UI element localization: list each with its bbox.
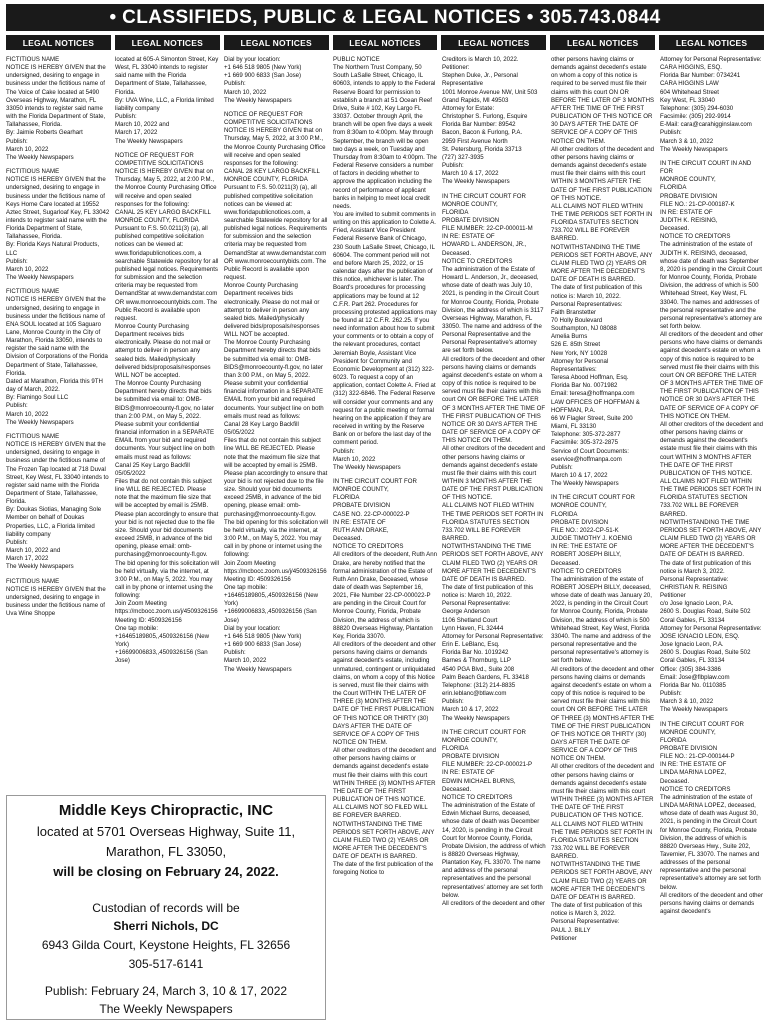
- legal-notice: NOTICE OF REQUEST FOR COMPETITIVE SOLICITATIONS NOTICE IS HEREBY GIVEN that on Thursday, May 5, 2022, at 3:00 P.M., the Monroe County Purchasing Office will receive and open sealed responses for the following: CANAL 28 KEY LARGO BACKFILL MONROE COUNTY, FLORIDA Pursuant to F.S. 50.0211(3) (a), all published competitive solicitation notices can be viewed at: www.floridapublicnotices.com, a searchable Statewide repository for all published legal notices. Requirements for submission and the selection criteria may be requested from DemandStar at www.demandstar.com OR www.monroecountybids.com. The Public Record is available upon request. Monroe County Purchasing Department receives bids electronically. Please do not mail or attempt to deliver in person any sealed bids. Mailed/physically delivered bids/proposals/responses WILL NOT be accepted. The Monroe County Purchasing Department hereby directs that bids be submitted via email to: OMB-BIDS@monroecounty-fl.gov, no later than 3:00 P.M., on May 5, 2022. Please submit your confidential financial information in a SEPARATE EMAIL from your bid and required documents. Your subject line on both emails must read as follows: Canal 28 Key Largo Backfill 05/05/2022 Files that do not contain this subject line WILL BE REJECTED. Please note that the maximum file size that will be accepted by email is 25MB. Please plan accordingly to ensure that your bid is not rejected due to the file size. Should your bid documents exceed 25MB, in advance of the bid opening, please email: omb-purchasing@monroecounty-fl.gov. The bid opening for this solicitation will be held virtually, via the internet, at 3:00 P.M., on May 5, 2022. You may call in by phone or internet using the following: Join Zoom Meeting https://mcbocc.zoom.us/j/4509326156 Meeting ID: 4509326156 One tap mobile: +16465189805,,4509326156 (New York) +16699006833,,4509326156 (San Jose) Dial by your location: +1 646 518 9805 (New York) +1 669 900 6833 (San Jose) Publish: March 10, 2022 The Weekly Newspapers: [224, 110, 328, 673]
- ad-address-line: located at 5701 Overseas Highway, Suite 11,: [36, 824, 296, 839]
- notice-column-4: [333, 56, 437, 1020]
- legal-notice: FICTITIOUS NAME NOTICE IS HEREBY GIVEN that the undersigned, desiring to engage in business under the fictitious name of Uva Wine Shoppe: [6, 577, 106, 618]
- notice-column-3: [224, 56, 328, 784]
- legal-notice: FICTITIOUS NAME NOTICE IS HEREBY GIVEN that the undersigned, desiring to engage in business under the fictitious name of The Frozen Tap located at 718 Duval Street, Key West, FL 33040 intends to register said name with the Florida Department of State, Tallahassee, Florida. By: Doukas Siotias, Managing Sole Member on behalf of Doukas Properties, LLC, a Florida limited liability company Publish: March 10, 2022 and March 17, 2022 The Weekly Newspapers: [6, 432, 109, 571]
- ad-title: Middle Keys Chiropractic, INC: [58, 802, 274, 819]
- legal-notice: PUBLIC NOTICE The Northern Trust Company, 50 South LaSalle Street, Chicago, IL 60603, intends to apply to the Federal Reserve Board for permission to establish a branch at 51 Ocean Reef Drive, Suite # 102, Key Largo FL 33037. October through April, the branch will be open five days a week from 8:30am to 4:00pm. May through September, the branch will be open two days a week, on Tuesday and Thursday from 8:30am to 4:00pm. The Federal Reserve considers a number of factors in deciding whether to approve the application including the record of performance of applicant banks in helping to meet local credit needs. You are invited to submit comments in writing on this application to Colette A. Fried, Assistant Vice President Federal Reserve Bank of Chicago, 230 South LaSalle Street, Chicago, IL 60604. The comment period will not end before March 25, 2022, or 15 calendar days after the publication of this notice, whichever is later. The Board's procedures for processing applications may be found at 12 C.F.R. Part 262. Procedures for processing protested applications may be found at 12 C.F.R. 262.25. If you need information about how to submit your comments or to obtain a copy of the relevant procedures, contact Jeremiah Boyle, Assistant Vice President for Community and Economic Development at (312) 322-6023. To request a copy of an application, contact Colette A. Fried at (312) 322-6846. The Federal Reserve will consider your comments and any request for a public meeting or formal hearing on the application if they are received in writing by the Reserve Bank on or before the last day of the comment period. Publish: March 10, 2022 The Weekly Newspapers: [333, 56, 437, 471]
- notice-column-1: [6, 56, 110, 784]
- legal-notice: FICTITIOUS NAME NOTICE IS HEREBY GIVEN that the undersigned, desiring to engage in business under the fictitious name of ENA SOUL located at 105 Saguaro Lane, Monroe County in the City of Marathon, Florida 33050, intends to register the said name with the Division of Corporations of the Florida Department of State, Tallahassee, Florida. Dated at Marathon, Florida this 9TH day of March, 2022. By: Flamingo Soul LLC Publish: March 10, 2022 The Weekly Newspapers: [6, 288, 108, 426]
- legal-notice: NOTICE OF REQUEST FOR COMPETITIVE SOLICITATIONS NOTICE IS HEREBY GIVEN that on Thursday, May 5, 2022, at 2:00 P.M., the Monroe County Purchasing Office will receive and open sealed responses for the following: CANAL 25 KEY LARGO BACKFILL MONROE COUNTY, FLORIDA Pursuant to F.S. 50.0211(3) (a), all published competitive solicitation notices can be viewed at: www.floridapublicnotices.com, a searchable Statewide repository for all published legal notices. Requirements for submission and the selection criteria may be requested from DemandStar at www.demandstar.com OR www.monroecountybids.com. The Public Record is available upon request. Monroe County Purchasing Department receives bids electronically. Please do not mail or attempt to deliver in person any sealed bids. Mailed/physically delivered bids/proposals/responses WILL NOT be accepted. The Monroe County Purchasing Department hereby directs that bids be submitted via email to: OMB-BIDS@monroecounty-fl.gov, no later than 2:00 P.M., on May 5, 2022. Please submit your confidential financial information in a SEPARATE EMAIL from your bid and required documents. Your subject line on both emails must read as follows: Canal 25 Key Largo Backfill 05/05/2022 Files that do not contain this subject line WILL BE REJECTED. Please note that the maximum file size that will be accepted by email is 25MB. Please plan accordingly to ensure that your bid is not rejected due to the file size. Should your bid documents exceed 25MB, in advance of the bid opening, please email: omb-purchasing@monroecounty-fl.gov. The bid opening for this solicitation will be held virtually, via the internet, at 3:00 P.M., on May 5, 2022. You may call in by phone or internet using the following: Join Zoom Meeting https://mcbocc.zoom.us/j/4509326156 Meeting ID: 4509326156 One tap mobile: +16465189805,,4509326156 (New York) +16699006833,,4509326156 (San Jose): [115, 151, 219, 665]
- notice-column-7: [660, 56, 764, 1020]
- section-tab: LEGAL NOTICES: [659, 35, 764, 50]
- section-tab: LEGAL NOTICES: [224, 35, 329, 50]
- ad-custodian-address: 6943 Gilda Court, Keystone Heights, FL 32656: [41, 937, 291, 952]
- section-tab: LEGAL NOTICES: [441, 35, 546, 50]
- section-tab: LEGAL NOTICES: [333, 35, 438, 50]
- ad-custodian-name: Sherri Nichols, DC: [113, 919, 219, 934]
- notice-column-2: [115, 56, 219, 784]
- legal-notice: IN THE CIRCUIT COURT FOR MONROE COUNTY, FLORIDA PROBATE DIVISION FILE NO.: 21-CP-000144-P IN RE: THE ESTATE OF LINDA MARINA LOPEZ, Deceased. NOTICE TO CREDITORS The administration of the estate of LINDA MARINA LOPEZ, deceased, whose date of death was August 30, 2021, is pending in the Circuit Court for Monroe County, Florida, Probate Division, the address of which is 88820 Overseas Hwy., Suite 202, Tavernier, FL 33070. The names and addresses of the personal representative and the personal representative's attorney are set forth below. All creditors of the decedent and other persons having claims or demands against decedent's: [660, 720, 763, 916]
- ad-closing-date: will be closing on February 24, 2022.: [53, 864, 279, 880]
- ad-city-line: Marathon, FL 33050,: [105, 844, 227, 860]
- section-tab: LEGAL NOTICES: [550, 35, 655, 50]
- legal-notice: IN THE CIRCUIT COURT IN AND FOR MONROE COUNTY, FLORIDA PROBATE DIVISION FILE NO.: 21-CP-000187-K IN RE: ESTATE OF JUDITH K. REISING, Deceased. NOTICE TO CREDITORS The administration of the estate of JUDITH K. REISING, deceased, whose date of death was September 8, 2020 is pending in the Circuit Court for Monroe County, Florida, Probate Division, the address of which is 500 Whitehead Street, Key West, FL 33040. The names and addresses of the personal representative and the personal representative's attorney are set forth below. All creditors of the decedent and other persons who have claims or demands against decedent's estate on whom a copy of this notice is required to be served must file their claims with this court ON OR BEFORE THE LATER OF 3 MONTHS AFTER THE TIME OF THE FIRST PUBLICATION OF THIS NOTICE OR 30 DAYS AFTER THE DATE OF SERVICE OF A COPY OF THIS NOTICE ON THEM. All other creditors of the decedent and other persons having claims or demands against the decedent's estate must file their claims with this court WITHIN 3 MONTHS AFTER THE DATE OF THE FIRST PUBLICATION OF THIS NOTICE. ALL CLAIMS NOT FILED WITHIN THE TIME PERIODS SET FORTH IN FLORIDA STATUTES SECTION 733.702 WILL BE FOREVER BARRED. NOTWITHSTANDING THE TIME PERIODS SET FORTH ABOVE, ANY CLAIM FILED TWO (2) YEARS OR MORE AFTER THE DECEDENT'S DATE OF DEATH IS BARRED. The date of first publication of this notice is March 3, 2022. Personal Representative: CHRISTIAN R. REISING Petitioner c/o Jose Ignacio Leon, P.A. 2600 S. Douglas Road, Suite 502 Coral Gables, FL 33134 Attorney for Personal Representative: JOSE IGNACIO LEON, ESQ. Jose Ignacio Leon, P.A. 2600 S. Douglas Road, Suite 502 Coral Gables, FL 33134 Office: (305) 384-3386 Email: Jose@flbplaw.com Florida Bar No. 0110385 Publish: March 3 & 10, 2022 The Weekly Newspapers: [660, 159, 764, 714]
- ad-newspaper: The Weekly Newspapers: [99, 1002, 233, 1017]
- notice-column-5: [442, 56, 546, 1020]
- legal-notice: IN THE CIRCUIT COURT FOR MONROE COUNTY, FLORIDA PROBATE DIVISION FILE NO.: 2022-CP-51-K JUDGE TIMOTHY J. KOENIG IN RE: THE ESTATE OF ROBERT JOSEPH BILLY, Deceased. NOTICE TO CREDITORS The administration of the estate of ROBERT JOSEPH BILLY, deceased, whose date of death was January 20, 2022, is pending in the Circuit Court for Monroe County, Florida, Probate Division, the address of which is 500 Whitehead Street, Key West, Florida 33040. The name and address of the personal representative and the personal representative's attorney is set forth below. All creditors of the decedent and other persons having claims or demands against decedent's estate on whom a copy of this notice is required to be served must file their claims with this court ON OR BEFORE THE LATER OF THREE (3) MONTHS AFTER THE TIME OF THE FIRST PUBLICATION OF THIS NOTICE OR THIRTY (30) DAYS AFTER THE DATE OF SERVICE OF A COPY OF THIS NOTICE ON THEM. All other creditors of the decedent and other persons having claims or demands against decedent's estate must file their claims with this court WITHIN THREE (3) MONTHS AFTER THE DATE OF THE FIRST PUBLICATION OF THIS NOTICE. ALL CLAIMS NOT FILED WITHIN THE TIME PERIODS SET FORTH IN FLORIDA STATUTES SECTION 733.702 WILL BE FOREVER BARRED. NOTWITHSTANDING THE TIME PERIODS SET FORTH ABOVE, ANY CLAIM FILED TWO (2) YEARS OR MORE AFTER THE DECEDENT'S DATE OF DEATH IS BARRED. The date of first publication of this notice is March 3, 2022. Personal Representative: PAUL J. BILLY Petitioner: [551, 494, 655, 942]
- legal-notice: IN THE CIRCUIT COURT FOR MONROE COUNTY, FLORIDA PROBATE DIVISION CASE NO. 22-CP-000022-P IN RE: ESTATE OF RUTH ANN DRAKE, Deceased. NOTICE TO CREDITORS All creditors of the decedent, Ruth Ann Drake, are hereby notified that the formal administration of the Estate of Ruth Ann Drake, Deceased, whose date of death was September 16, 2021, File Number 22-CP-000022-P are pending in the Circuit Court for Monroe County, Florida, Probate Division, the address of which is 88820 Overseas Highway, Plantation Key, Florida 33070. All creditors of the decedent and other persons having claims or demands against decedent's estate, including unmatured, contingent or unliquidated claims, on whom a copy of this Notice is served, must file their claims with the Court WITHIN THE LATER OF THREE (3) MONTHS AFTER THE DATE OF THE FIRST PUBLICATION OF THIS NOTICE OR THIRTY (30) DAYS AFTER THE DATE OF SERVICE OF A COPY OF THIS NOTICE ON THEM. All other creditors of the decedent and other persons having claims or demands against decedent's estate must file their claims with this court WITHIN THREE (3) MONTHS AFTER THE DATE OF THE FIRST PUBLICATION OF THIS NOTICE. ALL CLAIMS NOT SO FILED WILL BE FOREVER BARRED. NOTWITHSTANDING THE TIME PERIODS SET FORTH ABOVE, ANY CLAIM FILED TWO (2) YEARS OR MORE AFTER THE DECEDENT'S DATE OF DEATH IS BARRED. The date of the first publication of the foregoing Notice to: [333, 477, 437, 877]
- legal-notice: Creditors is March 10, 2022. Petitioner: Stephen Duke, Jr., Personal Representative 1001 Monroe Avenue NW, Unit 503 Grand Rapids, MI 49503 Attorney for Estate: Christopher S. Furlong, Esquire Florida Bar Number: 89542 Bacon, Bacon & Furlong, P.A. 2959 First Avenue North St. Petersburg, Florida 33713 (727) 327-3935 Publish: March 10 & 17, 2022 The Weekly Newspapers: [442, 56, 538, 186]
- section-tabs: [6, 35, 764, 50]
- header-title: • CLASSIFIEDS, PUBLIC & LEGAL NOTICES • 305.743.0844: [109, 6, 661, 28]
- section-tab: LEGAL NOTICES: [115, 35, 220, 50]
- section-tab: LEGAL NOTICES: [6, 35, 111, 50]
- legal-notice: FICTITIOUS NAME NOTICE IS HEREBY GIVEN that the undersigned, desiring to engage in business under the fictitious name of The Voice of Cake located at 5490 Overseas Highway, Marathon, FL 33050 intends to register said name with the Florida Department of State, Tallahassee, Florida. By: Jaimie Roberts Gearhart Publish: March 10, 2022 The Weekly Newspapers: [6, 56, 106, 161]
- closing-notice-ad: [6, 795, 326, 1020]
- ad-phone: 305-517-6141: [128, 956, 204, 971]
- legal-notice: FICTITIOUS NAME NOTICE IS HEREBY GIVEN that the undersigned, desiring to engage in business under the fictitious name of Keys Home Care located at 19552 Aztec Street, Sugarloaf Key, FL 33042 intends to register said name with the Florida Department of State, Tallahassee, Florida. By: Florida Keys Natural Products, LLC Publish: March 10, 2022 The Weekly Newspapers: [6, 168, 110, 282]
- legal-notice: other persons having claims or demands against decedent's estate on whom a copy of this notice is required to be served must file their claims with this court ON OR BEFORE THE LATER OF 3 MONTHS AFTER THE TIME OF THE FIRST PUBLICATION OF THIS NOTICE OR 30 DAYS AFTER THE DATE OF SERVICE OF A COPY OF THIS NOTICE ON THEM. All other creditors of the decedent and other persons having claims or demands against decedent's estate must file their claims with this court WITHIN 3 MONTHS AFTER THE DATE OF THE FIRST PUBLICATION OF THIS NOTICE. ALL CLAIMS NOT FILED WITHIN THE TIME PERIODS SET FORTH IN FLORIDA STATUTES SECTION 733.702 WILL BE FOREVER BARRED. NOTWITHSTANDING THE TIME PERIODS SET FORTH ABOVE, ANY CLAIM FILED TWO (2) YEARS OR MORE AFTER THE DECEDENT'S DATE OF DEATH IS BARRED. The date of first publication of this notice is: March 10, 2022. Personal Representatives: Faith Branstetter 70 Holly Boulevard Southampton, NJ 08088 Amelia Burns 526 E. 85th Street New York, NY 10028 Attorney for Personal Representatives: Teresa Abood Hoffman, Esq. Florida Bar No. 0071982 Email: teresa@hoffmanpa.com LAW OFFICES OF HOFFMAN & HOFFMAN, P.A. 66 W Flagler Street, Suite 200 Miami, FL 33130 Telephone: 305-372-2877 Facsimile: 305-372-2875 Service of Court Documents: eservice@hoffmanpa.com Publish: March 10 & 17, 2022 The Weekly Newspapers: [551, 56, 655, 488]
- legal-notice: IN THE CIRCUIT COURT FOR MONROE COUNTY, FLORIDA PROBATE DIVISION FILE NUMBER: 22-CP-000011-M IN RE: ESTATE OF HOWARD L. ANDERSON, JR., Deceased. NOTICE TO CREDITORS The administration of the Estate of Howard L. Anderson, Jr., deceased, whose date of death was July 10, 2021, is pending in the Circuit Court for Monroe County, Florida, Probate Division, the address of which is 3117 Overseas Highway, Marathon, FL 33050. The name and address of the Personal Representative and the Personal Representative's attorney are set forth below. All creditors of the decedent and other persons having claims or demands against decedent's estate on whom a copy of this notice is required to be served must file their claims with this court ON OR BEFORE THE LATER OF 3 MONTHS AFTER THE TIME OF THE FIRST PUBLICATION OF THIS NOTICE OR 30 DAYS AFTER THE DATE OF SERVICE OF A COPY OF THIS NOTICE ON THEM. All other creditors of the decedent and other persons having claims or demands against decedent's estate must file their claims with this court WITHIN 3 MONTHS AFTER THE DATE OF THE FIRST PUBLICATION OF THIS NOTICE. ALL CLAIMS NOT FILED WITHIN THE TIME PERIODS SET FORTH IN FLORIDA STATUTES SECTION 733.702 WILL BE FOREVER BARRED. NOTWITHSTANDING THE TIME PERIODS SET FORTH ABOVE, ANY CLAIM FILED TWO (2) YEARS OR MORE AFTER THE DECEDENT'S DATE OF DEATH IS BARRED. The date of first publication of this notice is: March 10, 2022. Personal Representative: George Anderson 1106 Shetland Court Lynn Haven, FL 32444 Attorney for Personal Representative: Erin E. LeBlanc, Esq. Florida Bar No. 1019242 Barnes & Thornburg, LLP 4540 PGA Blvd., Suite 208 Palm Beach Gardens, FL 33418 Telephone: (312) 214-8835 erin.leblanc@btlaw.com Publish: March 10 & 17, 2022 The Weekly Newspapers: [442, 192, 546, 722]
- ad-custodian-label: Custodian of records will be: [92, 900, 240, 915]
- notice-column-6: [551, 56, 655, 1020]
- legal-notice: located at 605-A Simonton Street, Key West, FL 33040 intends to register said name with the Florida Department of State, Tallahassee, Florida. By: UVA Wine, LLC, a Florida limited liability company Publish: March 10, 2022 and March 17, 2022 The Weekly Newspapers: [115, 56, 219, 145]
- ad-publish-dates: Publish: February 24, March 3, 10 & 17, 2022: [44, 983, 288, 998]
- page-header: [6, 4, 764, 31]
- legal-notice: Dial by your location: +1 646 518 9805 (New York) +1 669 900 6833 (San Jose) Publish: March 10, 2022 The Weekly Newspapers: [224, 56, 302, 104]
- legal-notice: IN THE CIRCUIT COURT FOR MONROE COUNTY, FLORIDA PROBATE DIVISION FILE NUMBER: 22-CP-000021-P IN RE: ESTATE OF EDWIN MICHAEL BURNS, Deceased. NOTICE TO CREDITORS The administration of the Estate of Edwin Michael Burns, deceased, whose date of death was December 14, 2020, is pending in the Circuit Court for Monroe County, Florida, Probate Division, the address of which is 88820 Overseas Highway, Plantation Key, FL 33070. The name and address of the personal representatives and the personal representatives' attorney are set forth below. All creditors of the decedent and other: [442, 728, 546, 907]
- legal-notice: Attorney for Personal Representative: CARA HIGGINS, ESQ. Florida Bar Number: 0734241 CARA HIGGINS LAW 604 Whitehead Street Key West, FL 33040 Telephone: (305) 294-6030 Facsimile: (305) 292-9914 E-Mail: cara@carahigginslaw.com Publish: March 3 & 10, 2022 The Weekly Newspapers: [660, 56, 762, 153]
